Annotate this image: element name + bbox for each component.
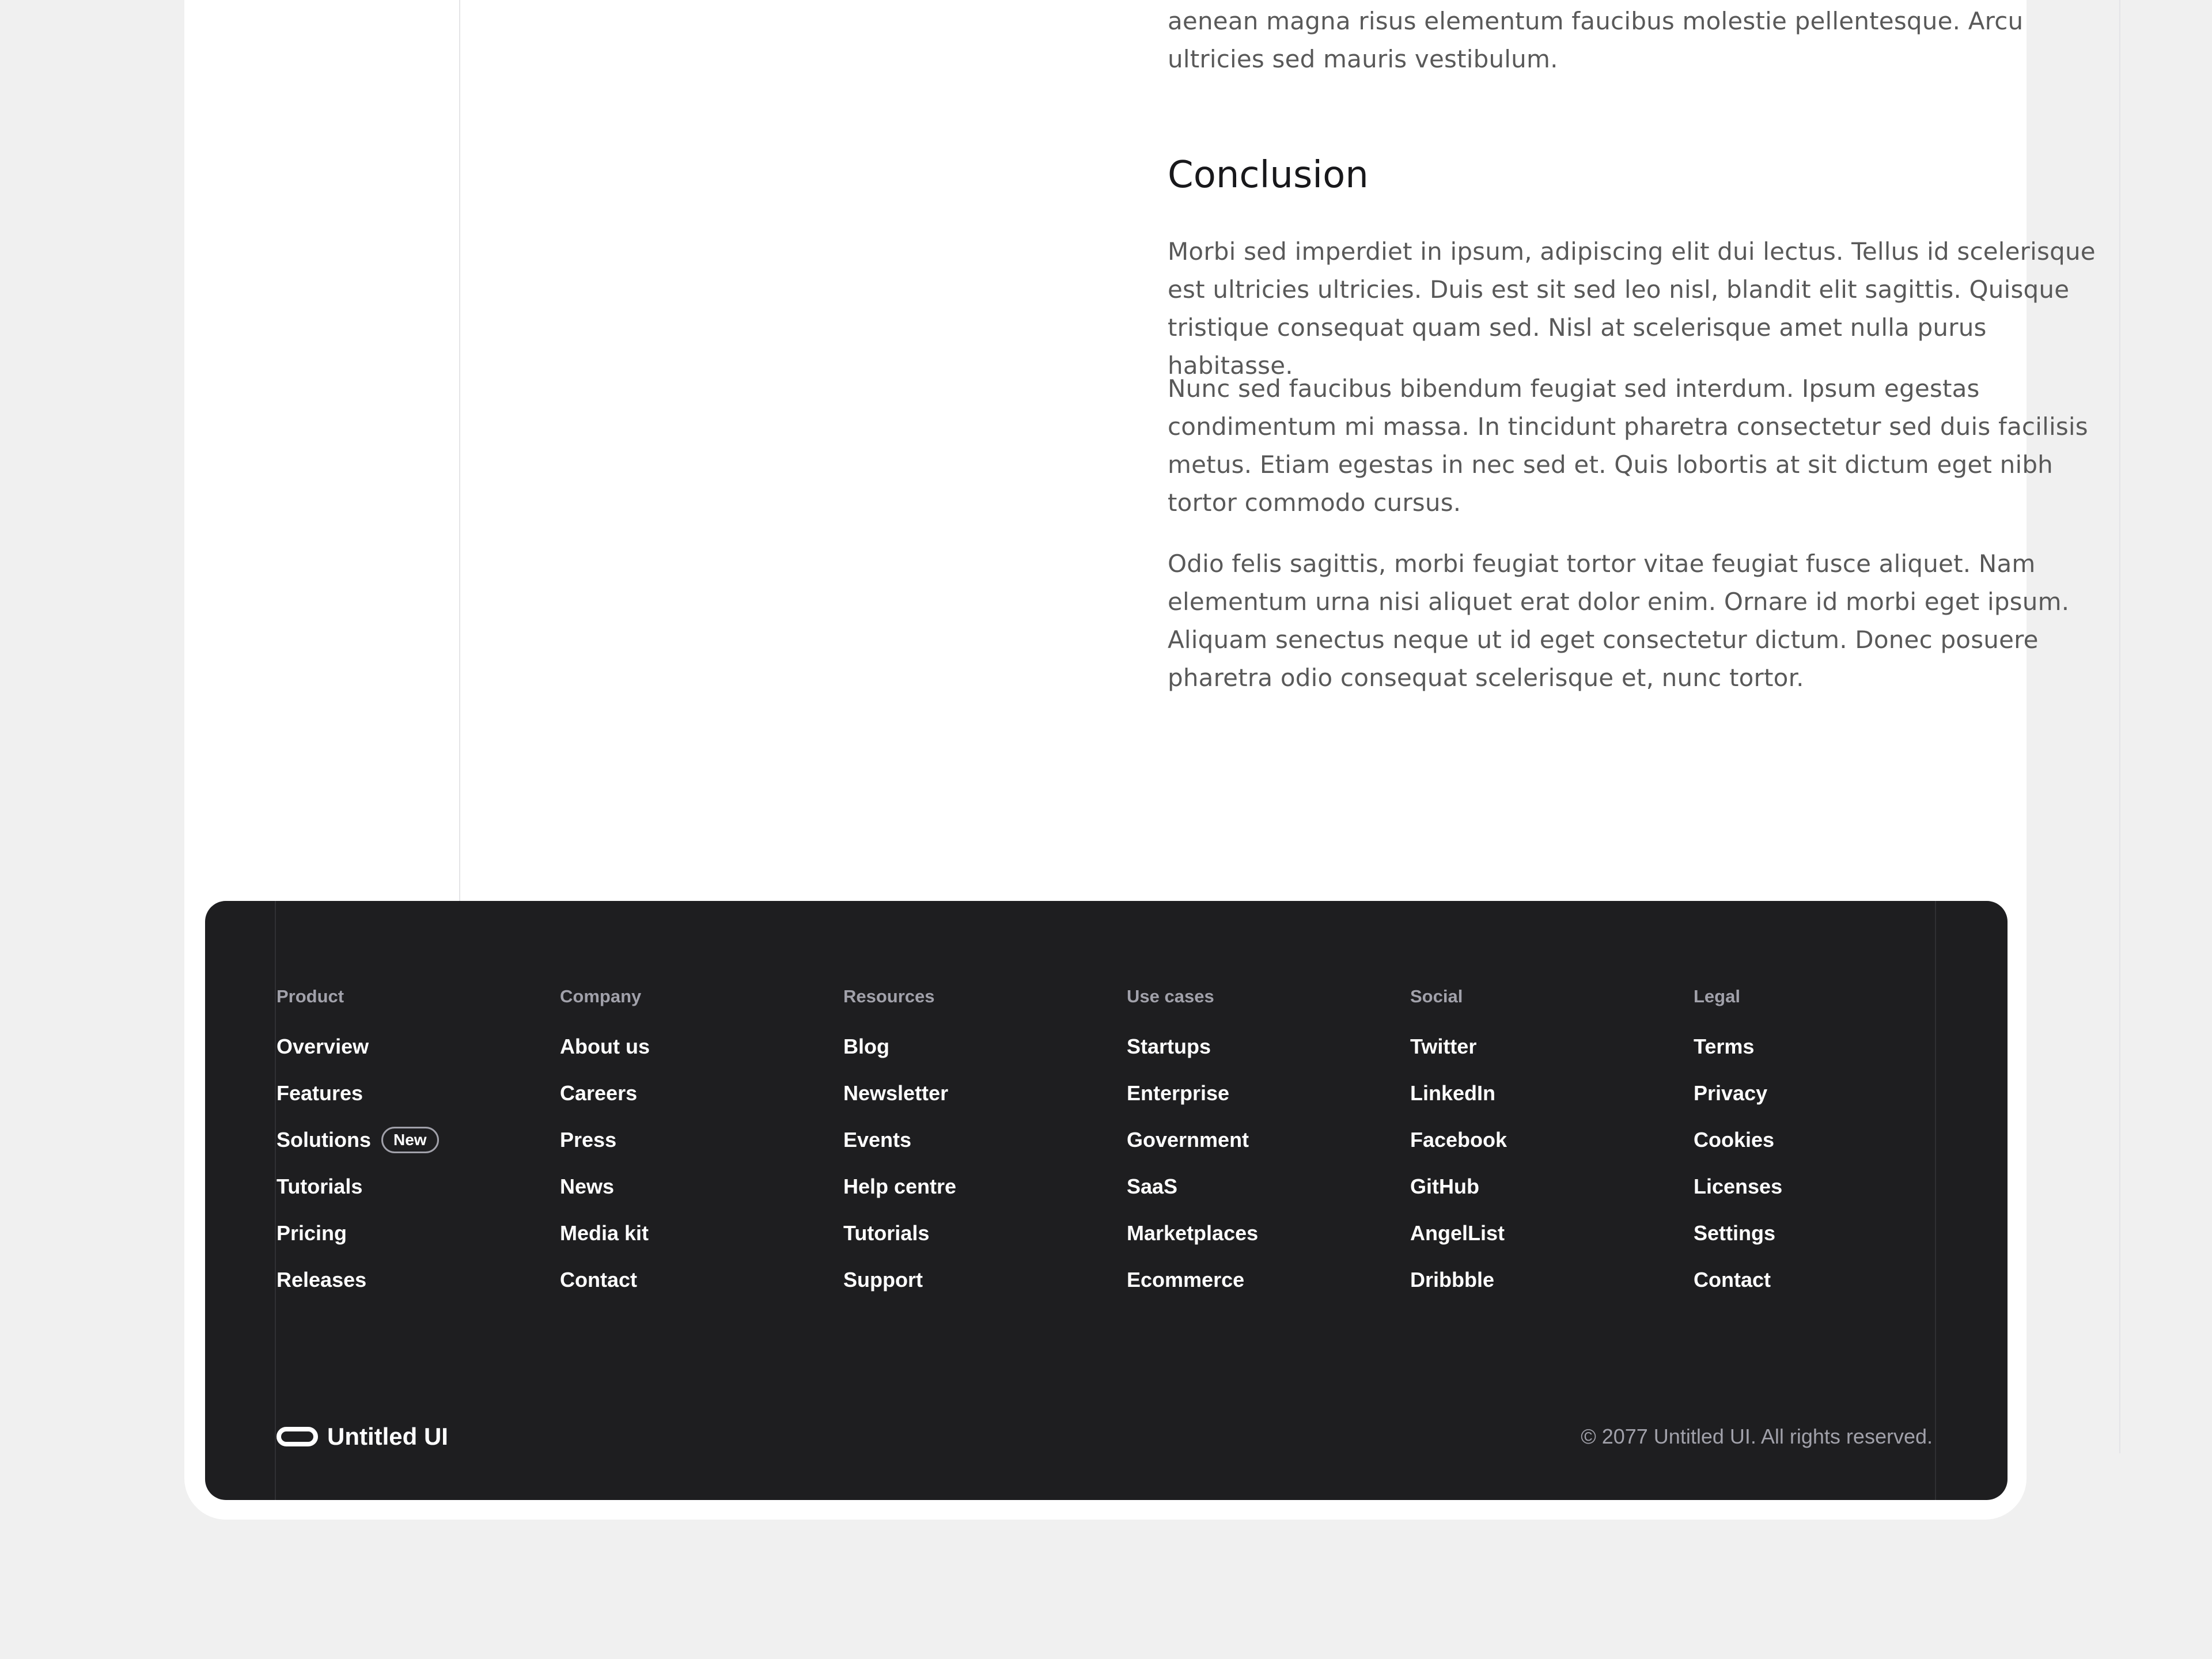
footer-link-cookies[interactable]: Cookies <box>1694 1128 1775 1152</box>
footer-link-facebook[interactable]: Facebook <box>1410 1128 1508 1152</box>
article-paragraph: Morbi sed imperdiet in ipsum, adipiscing elit dui lectus. Tellus id scelerisque est ultricies ultricies. Duis est sit sed leo nisl, blandit elit sagittis. Quisque tristique consequat quam sed. Nisl at scelerisque amet nulla purus habitasse. <box>1168 237 2096 380</box>
footer-bottom-bar <box>276 1419 1936 1454</box>
footer-link-media-kit[interactable]: Media kit <box>560 1221 649 1245</box>
footer-link-press[interactable]: Press <box>560 1128 617 1152</box>
footer-link-careers[interactable]: Careers <box>560 1081 638 1105</box>
brand-logo[interactable] <box>276 1419 448 1454</box>
section-heading: Conclusion <box>1168 154 1369 196</box>
footer-link-linkedin[interactable]: LinkedIn <box>1410 1081 1496 1105</box>
footer-column-title: Product <box>276 986 344 1006</box>
site-footer <box>205 901 2008 1500</box>
footer-link-dribbble[interactable]: Dribbble <box>1410 1268 1495 1291</box>
copyright-text: © 2077 Untitled UI. All rights reserved. <box>1581 1425 1933 1448</box>
footer-link-enterprise[interactable]: Enterprise <box>1127 1081 1230 1105</box>
footer-column-legal <box>1694 985 1970 1312</box>
footer-link-blog[interactable]: Blog <box>843 1035 889 1058</box>
footer-link-marketplaces[interactable]: Marketplaces <box>1127 1221 1259 1245</box>
footer-link-support[interactable]: Support <box>843 1268 923 1291</box>
footer-link-newsletter[interactable]: Newsletter <box>843 1081 949 1105</box>
footer-column-social <box>1410 985 1687 1312</box>
brand-name: Untitled UI <box>327 1423 448 1450</box>
article-paragraph: Odio felis sagittis, morbi feugiat tortor vitae feugiat fusce aliquet. Nam elementum urna nisi aliquet erat dolor enim. Ornare id morbi eget ipsum. Aliquam senectus neque ut id eget consectetur dictum. Donec posuere pharetra odio consequat scelerisque et, nunc tortor. <box>1168 550 2070 692</box>
footer-link-github[interactable]: GitHub <box>1410 1175 1479 1198</box>
footer-link-news[interactable]: News <box>560 1175 615 1198</box>
footer-link-terms[interactable]: Terms <box>1694 1035 1755 1058</box>
footer-link-contact[interactable]: Contact <box>1694 1268 1771 1291</box>
footer-column-title: Use cases <box>1127 986 1214 1006</box>
footer-link-overview[interactable]: Overview <box>276 1035 369 1058</box>
footer-column-company <box>560 985 836 1312</box>
footer-column-resources <box>843 985 1120 1312</box>
footer-link-about-us[interactable]: About us <box>560 1035 650 1058</box>
footer-link-tutorials[interactable]: Tutorials <box>843 1221 930 1245</box>
footer-link-angellist[interactable]: AngelList <box>1410 1221 1505 1245</box>
footer-column-use-cases <box>1127 985 1403 1312</box>
article-paragraph: Nunc sed faucibus bibendum feugiat sed interdum. Ipsum egestas condimentum mi massa. In tincidunt pharetra consectetur sed duis facilisis metus. Etiam egestas in nec sed et. Quis lobortis at sit dictum eget nibh tortor commodo cursus. <box>1168 374 2088 517</box>
footer-link-events[interactable]: Events <box>843 1128 912 1152</box>
footer-link-licenses[interactable]: Licenses <box>1694 1175 1783 1198</box>
footer-link-help-centre[interactable]: Help centre <box>843 1175 957 1198</box>
footer-link-twitter[interactable]: Twitter <box>1410 1035 1477 1058</box>
footer-link-contact[interactable]: Contact <box>560 1268 637 1291</box>
new-badge: New <box>381 1127 439 1153</box>
pill-outline-logo-icon <box>276 1427 318 1446</box>
footer-link-saas[interactable]: SaaS <box>1127 1175 1178 1198</box>
footer-link-tutorials[interactable]: Tutorials <box>276 1175 363 1198</box>
footer-link-privacy[interactable]: Privacy <box>1694 1081 1768 1105</box>
footer-guide-line-left <box>275 901 276 1500</box>
footer-link-startups[interactable]: Startups <box>1127 1035 1211 1058</box>
footer-column-title: Company <box>560 986 642 1006</box>
footer-link-releases[interactable]: Releases <box>276 1268 367 1291</box>
footer-column-title: Resources <box>843 986 935 1006</box>
footer-column-title: Legal <box>1694 986 1740 1006</box>
footer-column-product <box>276 985 553 1312</box>
footer-link-solutions[interactable]: Solutions <box>276 1128 371 1152</box>
guide-line-right <box>2119 0 2120 1453</box>
footer-link-government[interactable]: Government <box>1127 1128 1249 1152</box>
footer-column-title: Social <box>1410 986 1463 1006</box>
footer-link-features[interactable]: Features <box>276 1081 363 1105</box>
article-content <box>1168 0 2119 703</box>
footer-link-settings[interactable]: Settings <box>1694 1221 1776 1245</box>
article-paragraph: aenean magna risus elementum faucibus molestie pellentesque. Arcu ultricies sed mauris vestibulum. <box>1168 7 2024 73</box>
footer-link-ecommerce[interactable]: Ecommerce <box>1127 1268 1245 1291</box>
footer-link-pricing[interactable]: Pricing <box>276 1221 347 1245</box>
